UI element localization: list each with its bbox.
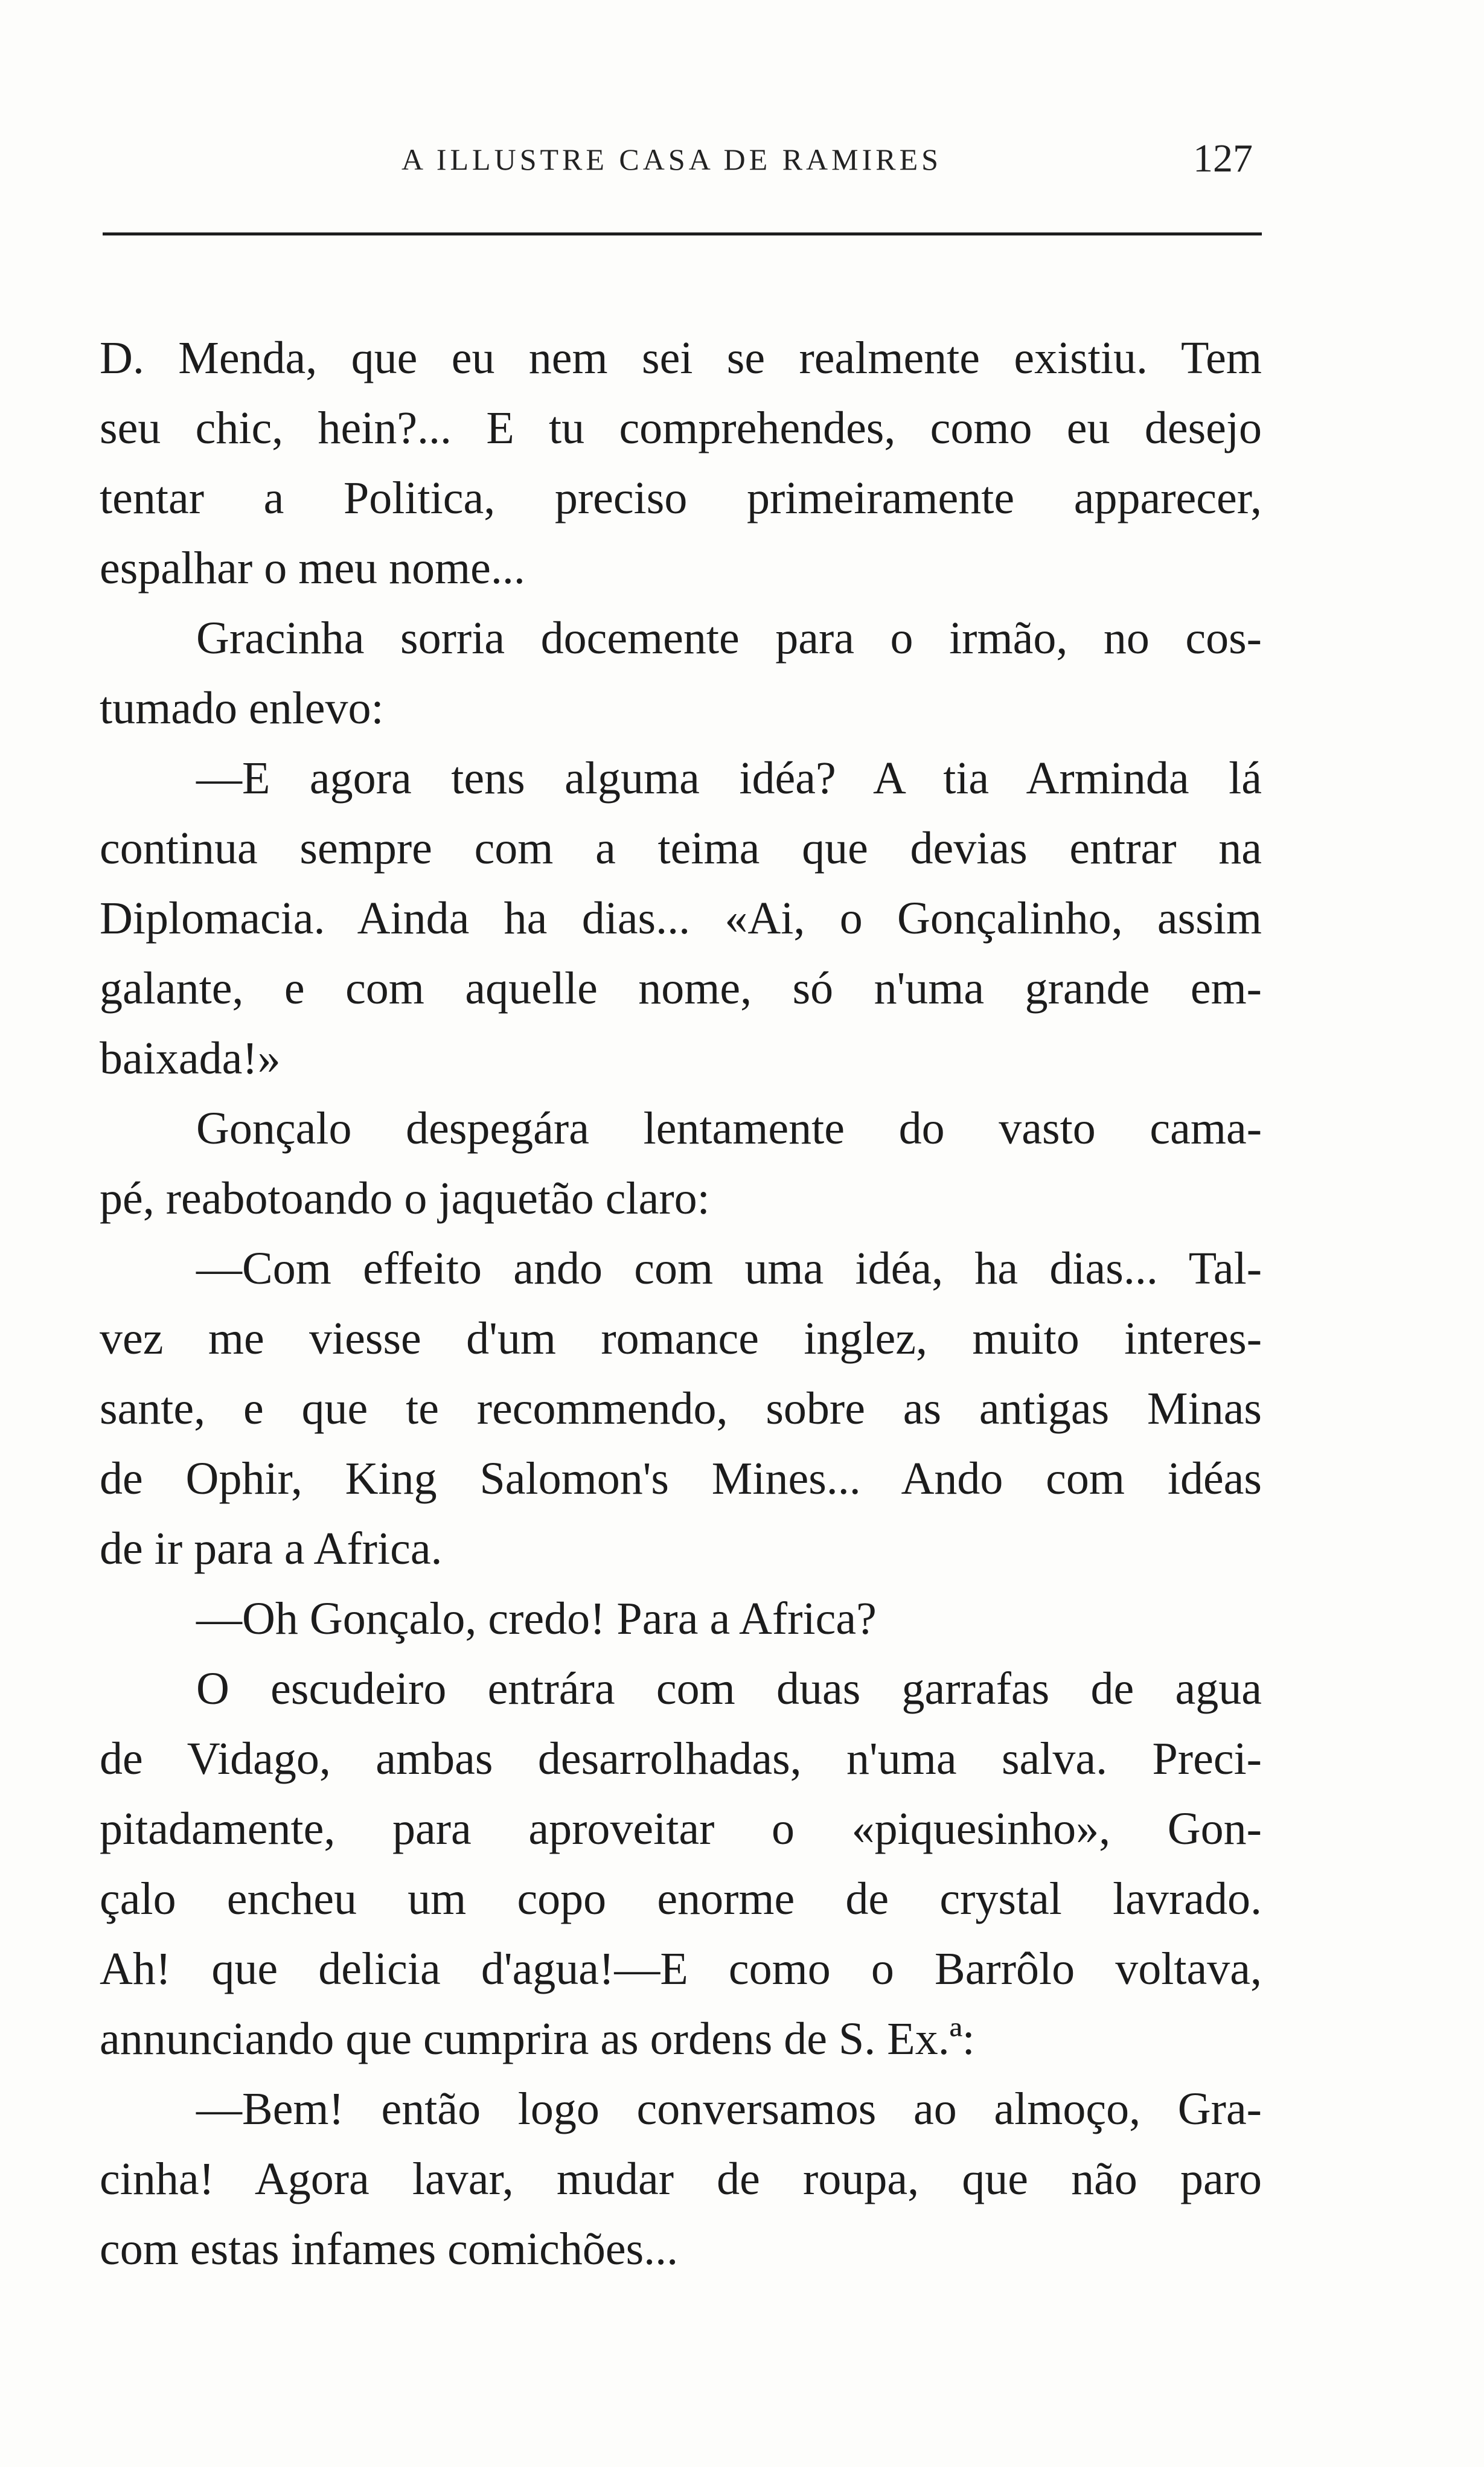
text-line — [100, 603, 1262, 673]
text-line — [100, 1794, 1262, 1864]
text-line — [100, 1163, 1262, 1234]
text-line — [100, 1654, 1262, 1724]
text-line-content: tumado enlevo: — [100, 683, 384, 734]
text-line — [100, 883, 1262, 953]
text-line — [100, 463, 1262, 533]
text-line-content: pitadamente, para aproveitar o «piquesinho», Gon- — [100, 1803, 1262, 1854]
text-line-content: çalo encheu um copo enorme de crystal lavrado. — [100, 1873, 1262, 1924]
text-line-content: Diplomacia. Ainda ha dias... «Ai, o Gonçalinho, assim — [100, 893, 1262, 944]
text-line — [100, 1514, 1262, 1584]
text-line — [100, 1864, 1262, 1934]
text-line-content: com estas infames comichões... — [100, 2224, 679, 2274]
text-line — [100, 813, 1262, 883]
text-line — [100, 953, 1262, 1023]
text-line — [100, 1934, 1262, 2004]
text-line — [100, 1374, 1262, 1444]
running-title: A ILLUSTRE CASA DE RAMIRES — [401, 142, 942, 176]
text-line-content: vez me viesse d'um romance inglez, muito interes- — [100, 1313, 1262, 1364]
text-line-content: de Vidago, ambas desarrolhadas, n'uma salva. Preci- — [100, 1733, 1262, 1784]
text-line — [100, 1093, 1262, 1163]
text-line-content: Gonçalo despegára lentamente do vasto cama- — [196, 1103, 1262, 1154]
text-line — [100, 1444, 1262, 1514]
text-line — [100, 1234, 1262, 1304]
text-line — [100, 2004, 1262, 2074]
text-line-content: D. Menda, que eu nem sei se realmente existiu. Tem — [100, 333, 1262, 383]
text-line-content: —Oh Gonçalo, credo! Para a Africa? — [196, 1593, 877, 1644]
text-line — [100, 2214, 1262, 2284]
text-line-content: sante, e que te recommendo, sobre as antigas Minas — [100, 1383, 1262, 1434]
text-line — [100, 1724, 1262, 1794]
text-line-content: de ir para a Africa. — [100, 1523, 443, 1574]
text-line-content: espalhar o meu nome... — [100, 543, 525, 594]
text-line — [100, 1304, 1262, 1374]
text-line-content: pé, reabotoando o jaquetão claro: — [100, 1173, 710, 1224]
text-line — [100, 393, 1262, 463]
text-line-content: Ah! que delicia d'agua!—E como o Barrôlo voltava, — [100, 1944, 1262, 1994]
text-line-content: —Com effeito ando com uma idéa, ha dias... Tal- — [196, 1243, 1262, 1294]
text-line-content: annunciando que cumprira as ordens de S. Ex.ª: — [100, 2014, 975, 2064]
text-line-content: continua sempre com a teima que devias entrar na — [100, 823, 1262, 874]
text-line — [100, 743, 1262, 813]
text-line — [100, 323, 1262, 393]
text-line — [100, 1584, 1262, 1654]
text-line — [100, 2144, 1262, 2214]
text-line-content: baixada!» — [100, 1033, 281, 1084]
page-number: 127 — [1193, 136, 1253, 181]
text-line — [100, 2074, 1262, 2144]
header-rule — [103, 232, 1262, 235]
text-line-content: —Bem! então logo conversamos ao almoço, Gra- — [196, 2084, 1262, 2134]
text-line-content: de Ophir, King Salomon's Mines... Ando com idéas — [100, 1453, 1262, 1504]
text-line-content: seu chic, hein?... E tu comprehendes, como eu desejo — [100, 403, 1262, 453]
body-text — [100, 323, 1262, 2284]
text-line-content: O escudeiro entrára com duas garrafas de agua — [196, 1663, 1262, 1714]
text-line — [100, 673, 1262, 743]
text-line-content: —E agora tens alguma idéa? A tia Arminda lá — [196, 753, 1262, 804]
text-line-content: cinha! Agora lavar, mudar de roupa, que não paro — [100, 2154, 1262, 2204]
text-line-content: tentar a Politica, preciso primeiramente apparecer, — [100, 473, 1262, 523]
text-line-content: Gracinha sorria docemente para o irmão, no cos- — [196, 613, 1262, 664]
running-head — [103, 136, 1262, 196]
text-line — [100, 1023, 1262, 1093]
text-line — [100, 533, 1262, 603]
text-line-content: galante, e com aquelle nome, só n'uma grande em- — [100, 963, 1262, 1014]
